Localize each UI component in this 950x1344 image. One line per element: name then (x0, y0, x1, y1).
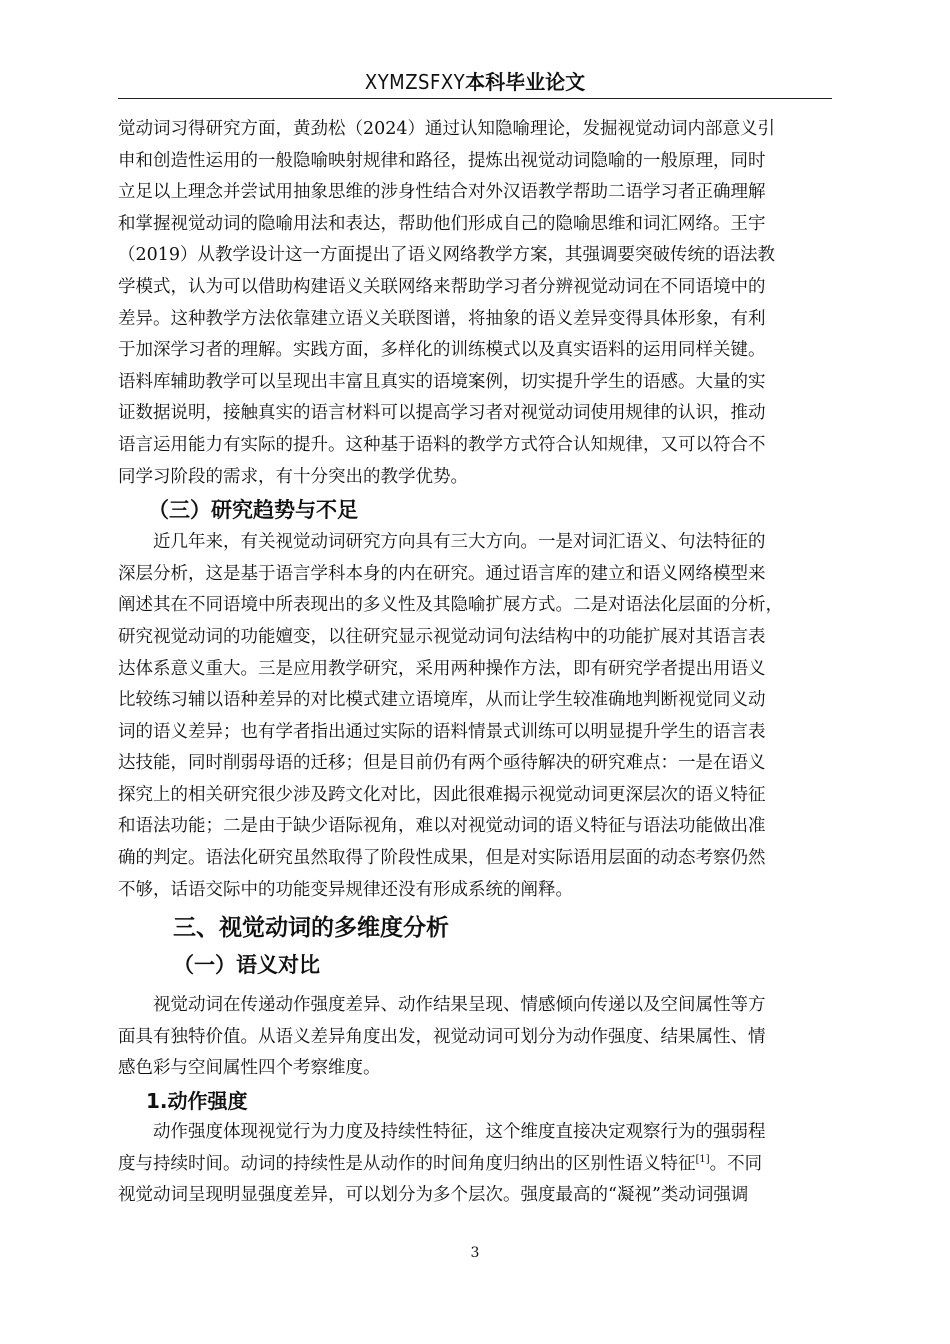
header-title: 本科毕业论文 (465, 70, 586, 94)
text-segment: 。不同 (709, 1153, 763, 1174)
subsection-heading-intensity: 1.动作强度 (146, 1089, 248, 1114)
text-line: 视觉动词在传递动作强度差异、动作结果呈现、情感倾向传递以及空间属性等方 (153, 995, 766, 1016)
text-line (118, 1149, 832, 1181)
text-line: 词的语义差异；也有学者指出通过实际的语料情景式训练可以明显提升学生的语言表 (118, 721, 766, 742)
page-body (118, 114, 832, 1212)
paragraph-action-intensity (118, 1117, 832, 1212)
text-line: 达技能，同时削弱母语的迁移；但是目前仍有两个亟待解决的研究难点：一是在语义 (118, 753, 766, 774)
text-line: 面具有独特价值。从语义差异角度出发，视觉动词可划分为动作强度、结果属性、情 (118, 1026, 766, 1047)
text-line: 感色彩与空间属性四个考察维度。 (118, 1058, 381, 1079)
text-line: 语料库辅助教学可以呈现出丰富且真实的语境案例，切实提升学生的语感。大量的实 (118, 371, 766, 392)
text-line: 阐述其在不同语境中所表现出的多义性及其隐喻扩展方式。二是对语法化层面的分析， (118, 595, 783, 616)
citation-reference[interactable]: [1] (695, 1153, 710, 1165)
text-line: （2019）从教学设计这一方面提出了语义网络教学方案，其强调要突破传统的语法教 (118, 245, 776, 266)
text-line: 觉动词习得研究方面，黄劲松（2024）通过认知隐喻理论，发掘视觉动词内部意义引 (118, 119, 776, 139)
text-line: 达体系意义重大。三是应用教学研究，采用两种操作方法，即有研究学者提出用语义 (118, 658, 766, 679)
text-line: 动作强度体现视觉行为力度及持续性特征，这个维度直接决定观察行为的强弱程 (153, 1122, 766, 1143)
text-line: 立足以上理念并尝试用抽象思维的涉身性结合对外汉语教学帮助二语学习者正确理解 (118, 182, 766, 203)
text-line: 比较练习辅以语种差异的对比模式建立语境库，从而让学生较准确地判断视觉同义动 (118, 690, 766, 711)
header-school-code: XYMZSFXY (364, 70, 466, 94)
text-line: 深层分析，这是基于语言学科本身的内在研究。通过语言库的建立和语义网络模型来 (118, 563, 766, 584)
paragraph-research-trends (118, 527, 832, 906)
text-line: 语言运用能力有实际的提升。这种基于语料的教学方式符合认知规律，又可以符合不 (118, 434, 766, 455)
chapter-heading: 三、视觉动词的多维度分析 (173, 915, 449, 942)
text-line: 申和创造性运用的一般隐喻映射规律和路径，提炼出视觉动词隐喻的一般原理，同时 (118, 150, 766, 171)
text-line: 于加深学习者的理解。实践方面，多样化的训练模式以及真实语料的运用同样关键。 (118, 340, 766, 361)
text-line: 确的判定。语法化研究虽然取得了阶段性成果，但是对实际语用层面的动态考察仍然 (118, 848, 766, 869)
paragraph-semantic-intro (118, 990, 832, 1085)
page-number: 3 (470, 1245, 480, 1261)
text-line: 研究视觉动词的功能嬗变，以往研究显示视觉动词句法结构中的功能扩展对其语言表 (118, 626, 766, 647)
text-line: 差异。这种教学方法依靠建立语义关联图谱，将抽象的语义差异变得具体形象，有利 (118, 308, 766, 329)
page-header (118, 68, 832, 99)
text-line: 探究上的相关研究很少涉及跨文化对比，因此很难揭示视觉动词更深层次的语义特征 (118, 784, 766, 805)
text-line: 近几年来，有关视觉动词研究方向具有三大方向。一是对词汇语义、句法特征的 (153, 532, 766, 553)
text-line: 和掌握视觉动词的隐喻用法和表达，帮助他们形成自己的隐喻思维和词汇网络。王宇 (118, 213, 766, 234)
paragraph-teaching-research (118, 114, 832, 493)
text-line: 视觉动词呈现明显强度差异，可以划分为多个层次。强度最高的“凝视”类动词强调 (118, 1185, 749, 1206)
text-line: 同学习阶段的需求，有十分突出的教学优势。 (118, 466, 468, 487)
text-line: 和语法功能；二是由于缺少语际视角，难以对视觉动词的语义特征与语法功能做出准 (118, 816, 766, 837)
text-segment: 度与持续时间。动词的持续性是从动作的时间角度归纳出的区别性语义特征 (118, 1153, 696, 1174)
text-line: 证数据说明，接触真实的语言材料可以提高学习者对视觉动词使用规律的认识，推动 (118, 403, 766, 424)
text-line: 不够，话语交际中的功能变异规律还没有形成系统的阐释。 (118, 879, 573, 900)
section-heading-trends: （三）研究趋势与不足 (148, 498, 358, 523)
section-heading-semantic: （一）语义对比 (173, 953, 320, 978)
text-line: 学模式，认为可以借助构建语义关联网络来帮助学习者分辨视觉动词在不同语境中的 (118, 276, 766, 297)
